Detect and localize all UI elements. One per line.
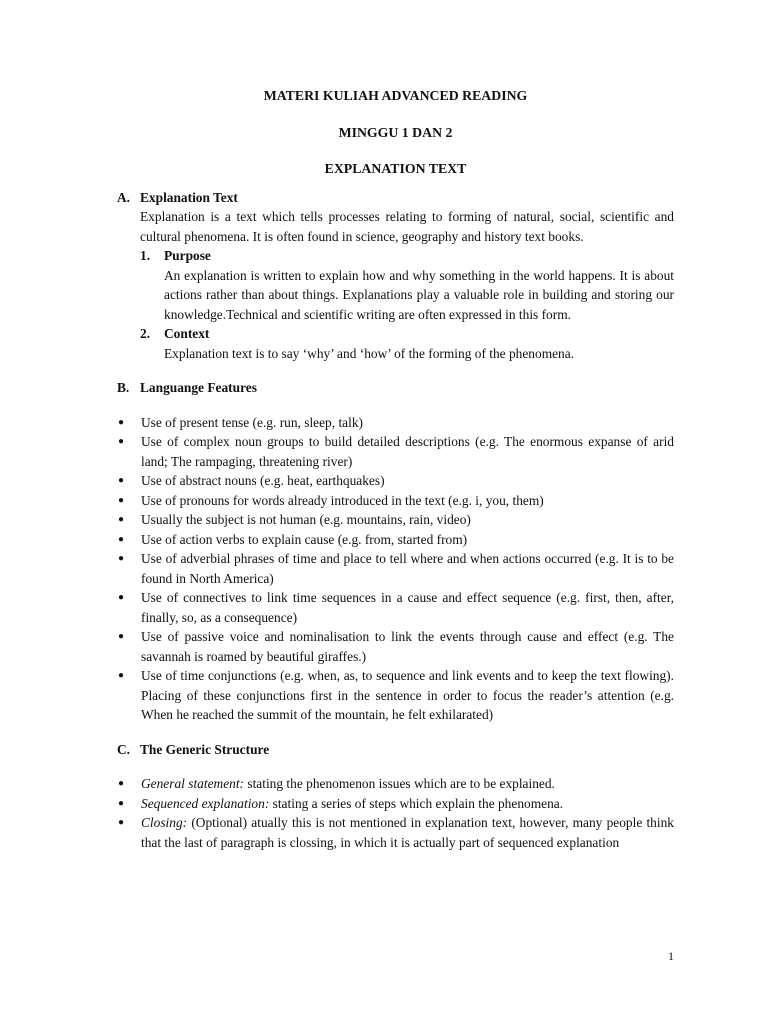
topic-title: EXPLANATION TEXT [324, 161, 467, 176]
structure-term: Sequenced explanation: [141, 795, 270, 811]
list-item-text [141, 774, 674, 794]
structure-description: stating the phenomenon issues which are to be explained. [244, 776, 555, 791]
context-paragraph: Explanation text is to say ‘why’ and ‘how’ of the forming of the phenomena. [164, 345, 575, 361]
list-item-text: Use of pronouns for words already introduced in the text (e.g. i, you, them) [141, 492, 544, 508]
language-features-list [117, 413, 674, 725]
list-item [117, 666, 674, 725]
list-item [117, 813, 674, 852]
section-c-heading [117, 740, 674, 760]
list-item [117, 530, 674, 550]
list-item [117, 432, 674, 471]
section-c-title: The Generic Structure [140, 741, 270, 757]
list-item [117, 627, 674, 666]
list-item-text: Use of connectives to link time sequences in a cause and effect sequence (e.g. first, then, after, finally, so, as a consequence) [141, 590, 674, 625]
section-b-letter: B. [117, 380, 130, 395]
list-item-text: Use of action verbs to explain cause (e.g. from, started from) [141, 531, 468, 547]
list-item [117, 549, 674, 588]
bullet-icon: ● [118, 797, 125, 809]
list-item [117, 774, 674, 794]
bullet-icon: ● [118, 817, 125, 828]
list-item [117, 491, 674, 511]
list-item-text: Use of abstract nouns (e.g. heat, earthquakes) [141, 473, 385, 488]
list-item-text: Use of passive voice and nominalisation to link the events through cause and effect (e.g. The savannah is roamed by beautiful giraffes.) [141, 629, 674, 664]
list-item [117, 471, 674, 491]
list-item [117, 588, 674, 627]
bullet-icon: ● [118, 553, 125, 564]
bullet-icon: ● [118, 533, 125, 545]
list-item-text: Usually the subject is not human (e.g. mountains, rain, video) [141, 512, 471, 527]
purpose-subsection [117, 246, 674, 324]
purpose-heading [140, 246, 674, 266]
section-c-letter: C. [117, 741, 131, 757]
bullet-icon: ● [118, 475, 125, 486]
purpose-number: 1. [140, 248, 151, 263]
context-title: Context [164, 326, 210, 341]
bullet-icon: ● [118, 631, 125, 642]
section-a-paragraph: Explanation is a text which tells processes relating to forming of natural, social, scientific and cultural phenomena. It is often found in science, geography and history text books. [140, 209, 674, 244]
section-a-letter: A. [117, 189, 131, 205]
list-item [117, 413, 674, 433]
bullet-icon: ● [118, 416, 125, 428]
section-a [117, 188, 674, 364]
bullet-icon: ● [118, 514, 125, 525]
context-number: 2. [140, 326, 151, 341]
list-item-text: Use of adverbial phrases of time and place to tell where and when actions occurred (e.g. It is to be found in North America) [141, 551, 674, 586]
course-title: MATERI KULIAH ADVANCED READING [263, 88, 528, 103]
section-b-heading [117, 378, 674, 398]
bullet-icon: ● [118, 494, 125, 506]
structure-term: Closing: [141, 815, 188, 830]
section-c [117, 740, 674, 853]
structure-description: stating a series of steps which explain the phenomena. [269, 795, 564, 811]
list-item-text [141, 794, 674, 814]
purpose-paragraph: An explanation is written to explain how and why something in the world happens. It is about actions rather than about things. Explanations play a valuable role in building and storing our knowledge.Technical and scientific writing are often expressed in this form. [164, 267, 674, 322]
list-item-text: Use of time conjunctions (e.g. when, as, to sequence and link events and to keep the text flowing). Placing of these conjunctions first in the sentence in order to focus the reader’s attention (e.g. When he reached the summit of the mountain, he felt exhilarated) [141, 668, 674, 722]
section-b [117, 378, 674, 725]
structure-description: (Optional) atually this is not mentioned in explanation text, however, many people think that the last of paragraph is clossing, in which it is actually part of sequenced explanation [141, 815, 674, 850]
purpose-title: Purpose [164, 248, 211, 263]
context-subsection [117, 324, 674, 363]
list-item [117, 510, 674, 530]
structure-term: General statement: [141, 776, 245, 791]
generic-structure-list [117, 774, 674, 852]
bullet-icon: ● [118, 778, 125, 789]
page-number: 1 [668, 949, 674, 963]
section-a-title: Explanation Text [140, 189, 238, 205]
list-item [117, 794, 674, 814]
bullet-icon: ● [118, 436, 125, 447]
list-item-text [141, 813, 674, 852]
context-heading [140, 324, 674, 344]
week-title: MINGGU 1 DAN 2 [338, 124, 453, 140]
list-item-text: Use of complex noun groups to build detailed descriptions (e.g. The enormous expanse of arid land; The rampaging, threatening river) [141, 434, 674, 469]
section-a-heading [117, 188, 674, 208]
bullet-icon: ● [118, 670, 125, 681]
list-item-text: Use of present tense (e.g. run, sleep, talk) [141, 414, 363, 430]
bullet-icon: ● [118, 592, 125, 603]
section-b-title: Languange Features [140, 380, 257, 395]
